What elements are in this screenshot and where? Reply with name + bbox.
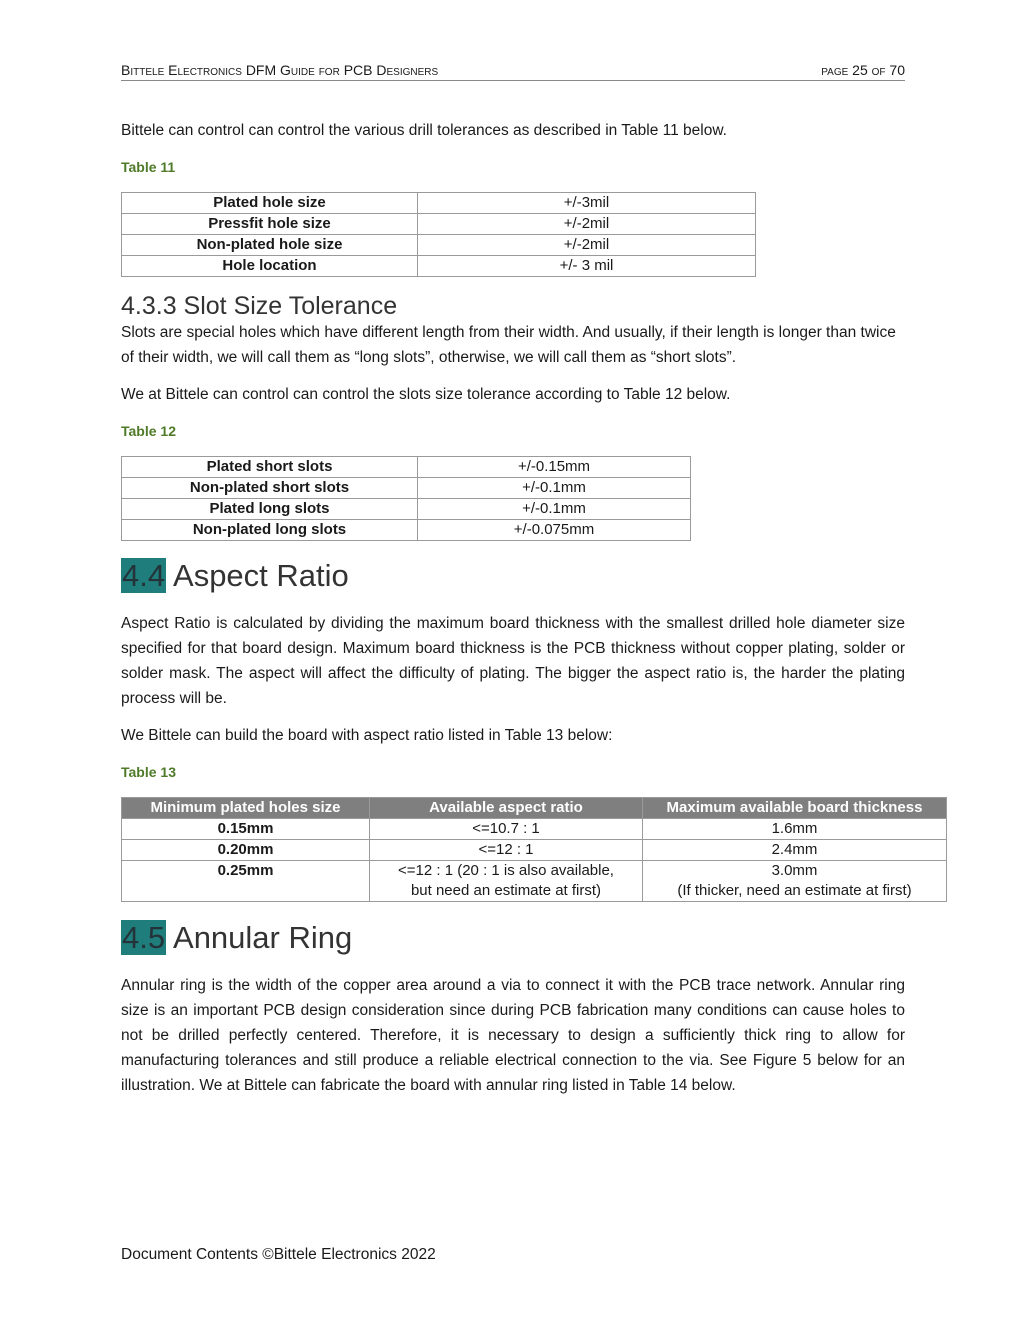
- table-row: Hole location +/- 3 mil: [122, 256, 756, 277]
- table-row: Non-plated short slots +/-0.1mm: [122, 478, 691, 499]
- section-44-heading: 4.4 Aspect Ratio: [122, 558, 349, 593]
- page-header: [121, 60, 905, 81]
- table-row: Plated hole size +/-3mil: [122, 193, 756, 214]
- section-44-number: 4.4: [122, 558, 166, 593]
- table-row: Non-plated long slots +/-0.075mm: [122, 520, 691, 541]
- table12-label: Table 12: [121, 423, 176, 439]
- section-433-paragraph-2: We at Bittele can control can control the slots size tolerance according to Table 12 below.: [121, 386, 731, 403]
- document-title: Bittele Electronics DFM Guide for PCB Designers: [121, 62, 439, 78]
- table-row: Plated long slots +/-0.1mm: [122, 499, 691, 520]
- table-header-row: Minimum plated holes size Available aspect ratio Maximum available board thickness: [122, 798, 947, 819]
- section-45-number: 4.5: [122, 920, 166, 955]
- table-row: 0.20mm <=12 : 1 2.4mm: [122, 840, 947, 861]
- table-row: Pressfit hole size +/-2mil: [122, 214, 756, 235]
- table-13: [121, 797, 947, 902]
- table-12: [121, 456, 691, 541]
- section-45-paragraph-1: Annular ring is the width of the copper area around a via to connect it with the PCB trace network. Annular ring size is an important PCB design consideration since during PCB fabrication many conditions can cause holes to not be drilled perfectly centered. Therefore, it is necessary to design a sufficiently thick ring to allow for manufacturing tolerances and still produce a reliable electrical connection to the via. See Figure 5 below for an illustration. We at Bittele can fabricate the board with annular ring listed in Table 14 below.: [121, 977, 905, 1094]
- page-footer: Document Contents ©Bittele Electronics 2022: [121, 1246, 436, 1263]
- intro-paragraph: Bittele can control can control the various drill tolerances as described in Table 11 below.: [121, 122, 727, 139]
- page-number: page 25 of 70: [821, 62, 905, 78]
- section-433-heading: 4.3.3 Slot Size Tolerance: [121, 292, 398, 320]
- table-row: Plated short slots +/-0.15mm: [122, 457, 691, 478]
- table11-label: Table 11: [121, 159, 176, 175]
- section-44-paragraph-2: We Bittele can build the board with aspect ratio listed in Table 13 below:: [121, 727, 613, 744]
- section-45-heading: 4.5 Annular Ring: [122, 920, 353, 955]
- table-row: Non-plated hole size +/-2mil: [122, 235, 756, 256]
- section-44-paragraph-1: Aspect Ratio is calculated by dividing the maximum board thickness with the smallest drilled hole diameter size specified for that board design. Maximum board thickness is the PCB thickness without copper plating, solder or solder mask. The aspect will affect the difficulty of plating. The bigger the aspect ratio is, the harder the plating process will be.: [121, 615, 905, 707]
- table13-label: Table 13: [121, 764, 176, 780]
- section-433-paragraph-1: Slots are special holes which have different length from their width. And usually, if their length is longer than twice of their width, we will call them as “long slots”, otherwise, we will call them as “short slots”.: [121, 324, 896, 366]
- table-row: 0.25mm <=12 : 1 (20 : 1 is also available, but need an estimate at first) 3.0mm (If thicker, need an estimate at first): [122, 861, 947, 902]
- table-row: 0.15mm <=10.7 : 1 1.6mm: [122, 819, 947, 840]
- table-11: [121, 192, 756, 277]
